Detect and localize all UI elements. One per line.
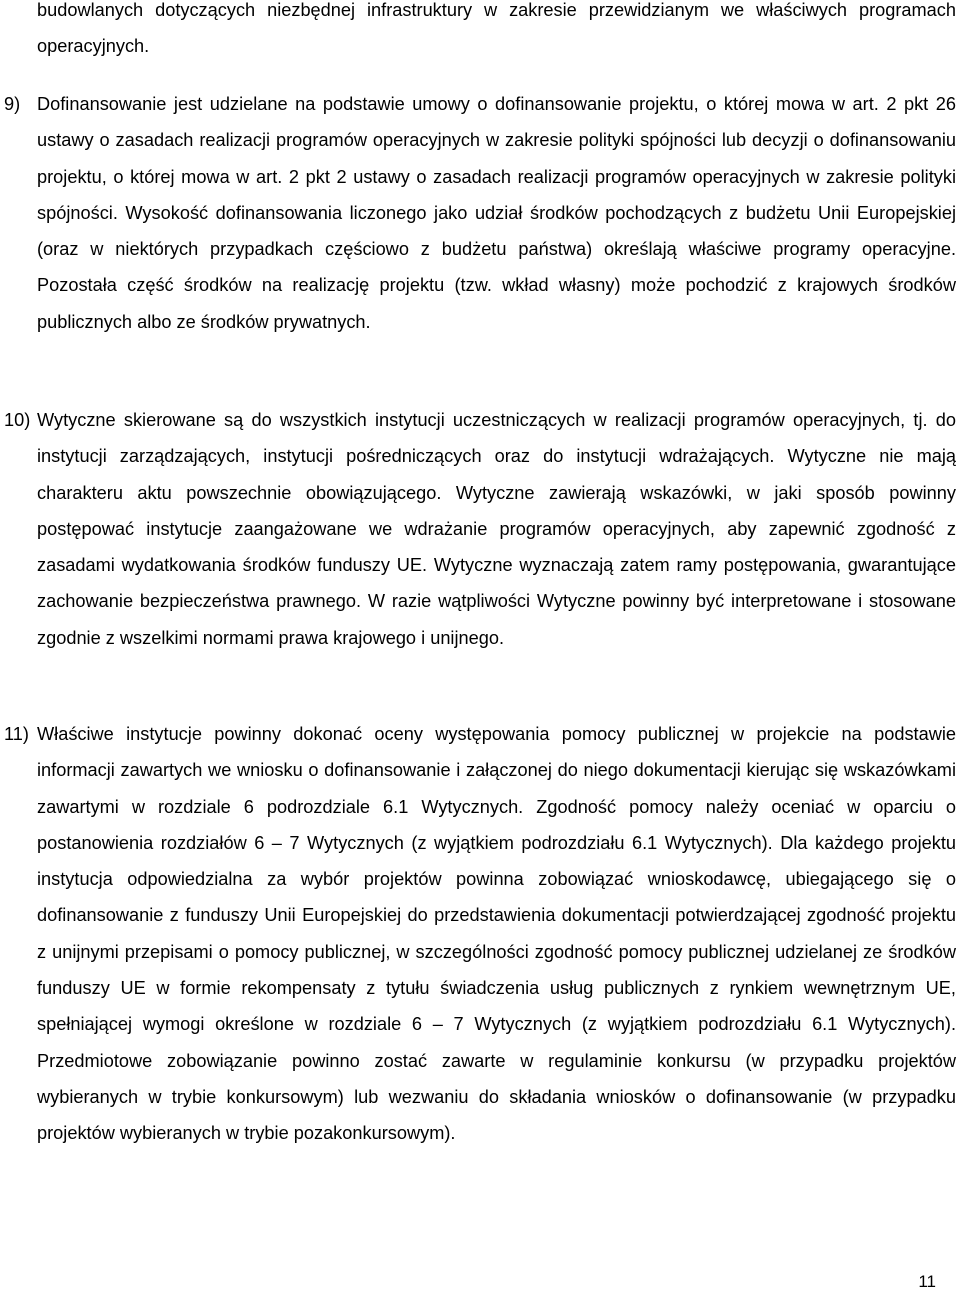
list-item-number: 11)	[4, 724, 29, 744]
page-number: 11	[918, 1272, 936, 1291]
intro-paragraph: budowlanych dotyczących niezbędnej infrastruktury w zakresie przewidzianym we właściwych programach operacyjnych.	[37, 0, 956, 57]
list-item-number: 10)	[4, 410, 31, 430]
list-item-9	[4, 86, 956, 340]
list-item-text: Właściwe instytucje powinny dokonać oceny występowania pomocy publicznej w projekcie na podstawie informacji zawartych we wniosku o dofinansowanie i załączonej do niego dokumentacji kierując się wskazówkami zawartymi w rozdziale 6 podrozdziale 6.1 Wytycznych. Zgodność pomocy należy oceniać w oparciu o postanowienia rozdziałów 6 – 7 Wytycznych (z wyjątkiem podrozdziału 6.1 Wytycznych). Dla każdego projektu instytucja odpowiedzialna za wybór projektów powinna zobowiązać wnioskodawcę, ubiegającego się o dofinansowanie z funduszy Unii Europejskiej do przedstawienia dokumentacji potwierdzającej zgodność projektu z unijnymi przepisami o pomocy publicznej, w szczególności zgodność pomocy publicznej udzielanej ze środków funduszy UE w formie rekompensaty z tytułu świadczenia usług publicznych z rynkiem wewnętrznym UE, spełniającej wymogi określone w rozdziale 6 – 7 Wytycznych (z wyjątkiem podrozdziału 6.1 Wytycznych). Przedmiotowe zobowiązanie powinno zostać zawarte w regulaminie konkursu (w przypadku projektów wybieranych w trybie konkursowym) lub wezwaniu do składania wniosków o dofinansowanie (w przypadku projektów wybieranych w trybie pozakonkursowym).	[37, 724, 956, 1144]
list-item-10	[4, 402, 956, 656]
list-item-11	[4, 716, 956, 1152]
list-item-text: Wytyczne skierowane są do wszystkich instytucji uczestniczących w realizacji programów operacyjnych, tj. do instytucji zarządzających, instytucji pośredniczących oraz do instytucji wdrażających. Wytyczne nie mają charakteru aktu powszechnie obowiązującego. Wytyczne zawierają wskazówki, w jaki sposób powinny postępować instytucje zaangażowane we wdrażanie programów operacyjnych, aby zapewnić zgodność z zasadami wydatkowania środków funduszy UE. Wytyczne wyznaczają zatem ramy postępowania, gwarantujące zachowanie bezpieczeństwa prawnego. W razie wątpliwości Wytyczne powinny być interpretowane i stosowane zgodnie z wszelkimi normami prawa krajowego i unijnego.	[37, 410, 956, 648]
list-item-number: 9)	[4, 94, 21, 114]
list-item-text: Dofinansowanie jest udzielane na podstawie umowy o dofinansowanie projektu, o której mowa w art. 2 pkt 26 ustawy o zasadach realizacji programów operacyjnych w zakresie polityki spójności lub decyzji o dofinansowaniu projektu, o której mowa w art. 2 pkt 2 ustawy o zasadach realizacji programów operacyjnych w zakresie polityki spójności. Wysokość dofinansowania liczonego jako udział środków pochodzących z budżetu Unii Europejskiej (oraz w niektórych przypadkach częściowo z budżetu państwa) określają właściwe programy operacyjne. Pozostała część środków na realizację projektu (tzw. wkład własny) może pochodzić z krajowych środków publicznych albo ze środków prywatnych.	[37, 94, 956, 332]
